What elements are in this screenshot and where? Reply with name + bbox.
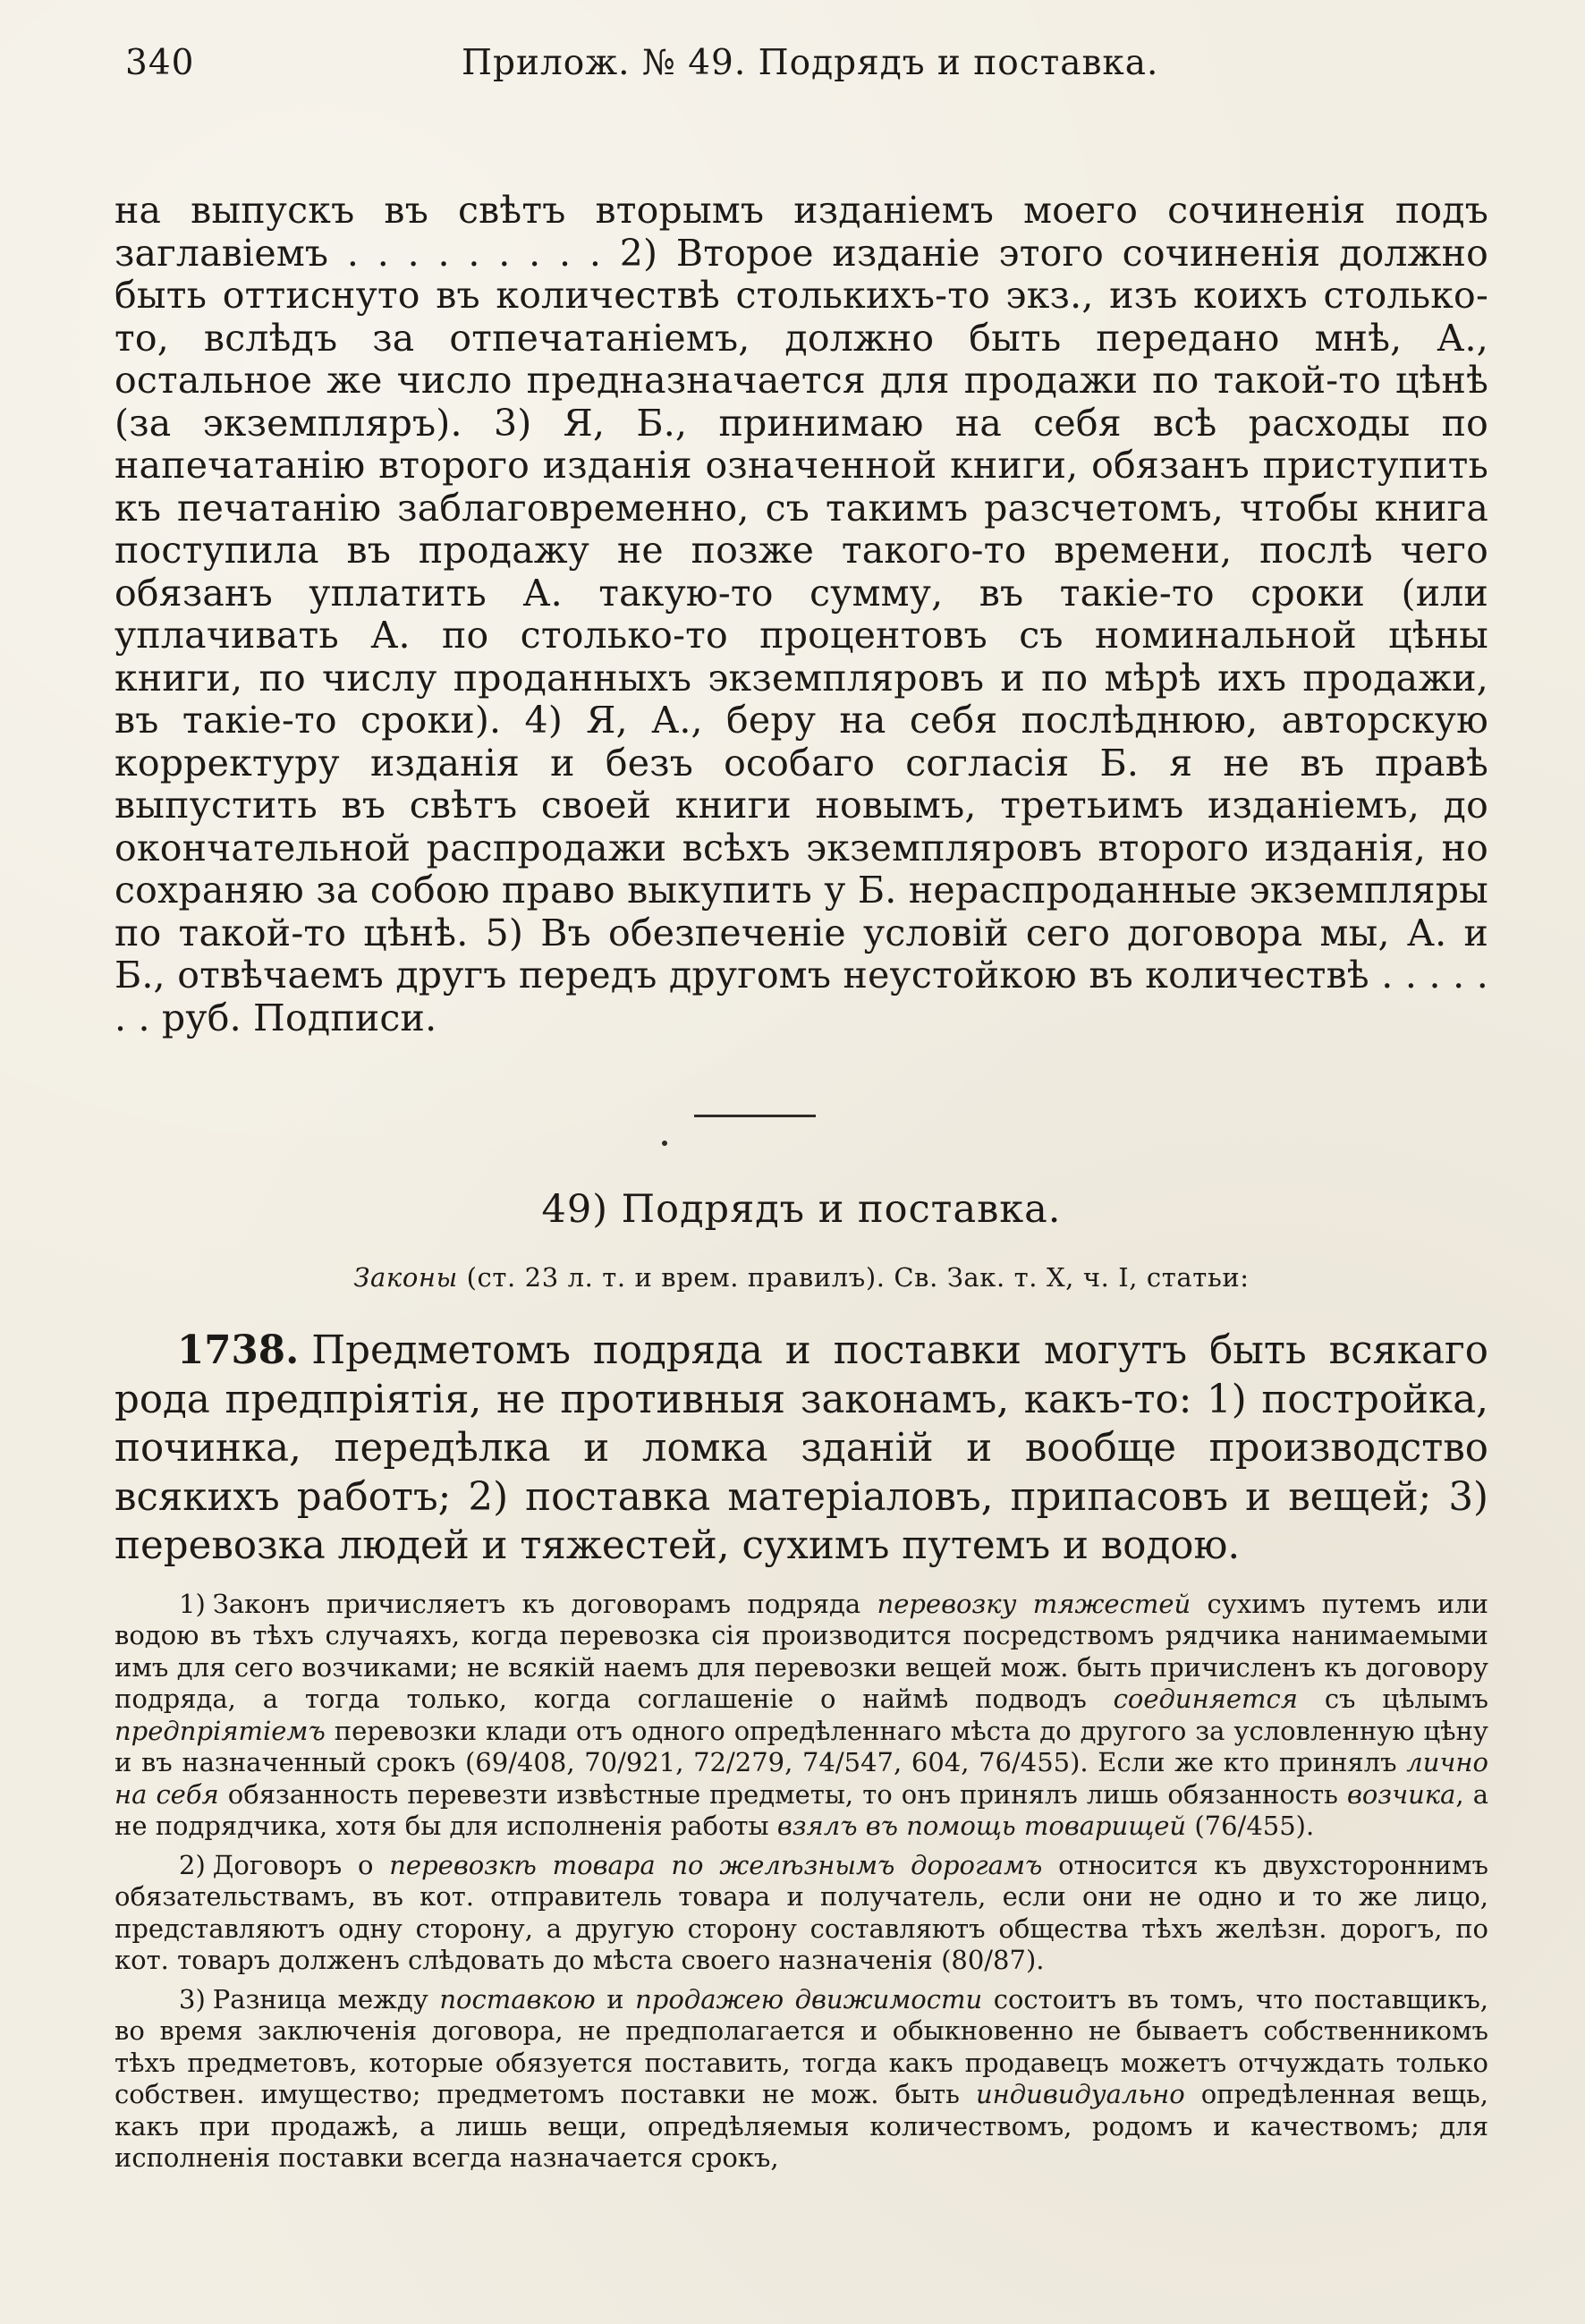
footnote-text: относится къ двухстороннимъ обязательствамъ, въ кот. отправитель товара и получатель, если они не одно и то же лицо, представляютъ одну сторону, а другую сторону составляютъ общества тѣхъ желѣзн. дорогъ, по кот. товаръ долженъ слѣдовать до мѣста своего назначенія (80/87). bbox=[114, 1849, 1488, 1975]
article-1738 bbox=[114, 1327, 1488, 1571]
footnote-text: Разница между bbox=[212, 1983, 440, 2014]
footnote-emphasis: взялъ въ помощь товарищей bbox=[776, 1811, 1187, 1841]
laws-citation: (ст. 23 л. т. и врем. правилъ). Св. Зак. т. X, ч. I, статьи: bbox=[466, 1262, 1250, 1293]
footnote-text: сухимъ путемъ или водою въ тѣхъ случаяхъ, когда перевозка сія производится посредствомъ рядчика нанимаемыми имъ для сего возчиками; не всякій наемъ для перевозки вещей мож. быть причисленъ къ договору подряда, а тогда только, когда соглашеніе о наймѣ подводъ bbox=[114, 1588, 1488, 1714]
footnote bbox=[114, 1984, 1488, 2175]
article-text: Предметомъ подряда и поставки могутъ быть всякаго рода предпріятія, не противныя законамъ, какъ-то: 1) постройка, починка, передѣлка и ломка зданій и вообще производство всякихъ работъ; 2) поставка матеріаловъ, припасовъ и вещей; 3) перевозка людей и тяжестей, сухимъ путемъ и водою. bbox=[114, 1328, 1488, 1568]
footnote-emphasis: поставкою bbox=[439, 1983, 596, 2014]
footnote-number: 2) bbox=[179, 1849, 206, 1880]
top-paragraph: на выпускъ въ свѣтъ вторымъ изданіемъ моего сочиненія подъ заглавіемъ . . . . . . . . . 2) Второе изданіе этого сочиненія должно быть оттиснуто въ количествѣ столькихъ-то экз., изъ коихъ столько-то, вслѣдъ за отпечатаніемъ, должно быть передано мнѣ, А., остальное же число предназначается для продажи по такой-то цѣнѣ (за экземпляръ). 3) Я, Б., принимаю на себя всѣ расходы по напечатанію второго изданія означенной книги, обязанъ приступить къ печатанію заблаговременно, съ такимъ разсчетомъ, чтобы книга поступила въ продажу не позже такого-то времени, послѣ чего обязанъ уплатить А. такую-то сумму, въ такіе-то сроки (или уплачивать А. по столько-то процентовъ съ номинальной цѣны книги, по числу проданныхъ экземпляровъ и по мѣрѣ ихъ продажи, въ такіе-то сроки). 4) Я, А., беру на себя послѣднюю, авторскую корректуру изданія и безъ особаго согласія Б. я не въ правѣ выпустить въ свѣтъ своей книги новымъ, третьимъ изданіемъ, до окончательной распродажи всѣхъ экземпляровъ второго изданія, но сохраняю за собою право выкупить у Б. нераспроданные экземпляры по такой-то цѣнѣ. 5) Въ обезпеченіе условій сего договора мы, А. и Б., отвѣчаемъ другъ передъ другомъ неустойкою въ количествѣ . . . . . . . руб. Подписи. bbox=[114, 189, 1488, 1039]
footnote-text: обязанность перевезти извѣстные предметы, то онъ принялъ лишь обязанность bbox=[218, 1778, 1347, 1810]
section-divider bbox=[694, 1115, 816, 1117]
footnote-emphasis: лично на себя bbox=[114, 1747, 1488, 1810]
footnote-text: Договоръ о bbox=[212, 1849, 390, 1880]
footnote-number: 1) bbox=[179, 1588, 206, 1619]
footnote-emphasis: продажею движимости bbox=[635, 1983, 983, 2014]
footnote-text: и bbox=[595, 1983, 636, 2014]
footnote-emphasis: перевозкѣ товара по желѣзнымъ дорогамъ bbox=[389, 1849, 1043, 1880]
footnote-text: съ цѣлымъ bbox=[1297, 1684, 1488, 1714]
laws-reference bbox=[114, 1262, 1488, 1293]
footnote-text: (76/455). bbox=[1186, 1811, 1315, 1841]
running-header bbox=[114, 43, 1488, 107]
footnote bbox=[114, 1850, 1488, 1977]
footnote-emphasis: соединяется bbox=[1113, 1684, 1298, 1714]
article-number: 1738. bbox=[177, 1327, 300, 1373]
divider-dot bbox=[662, 1141, 667, 1146]
footnote-number: 3) bbox=[179, 1983, 206, 2014]
footnote-text: , а не подрядчика, хотя бы для исполненія работы bbox=[114, 1778, 1488, 1841]
footnote-emphasis: перевозку тяжестей bbox=[877, 1588, 1191, 1619]
footnote-text: состоитъ въ томъ, что поставщикъ, во время заключенія договора, не предполагается и обыкновенно не бываетъ собственникомъ тѣхъ предметовъ, которые обязуется поставить, тогда какъ продавецъ можетъ отчуждать только собствен. имущество; предметомъ поставки не мож. быть bbox=[114, 1983, 1489, 2109]
running-title: Прилож. № 49. Подрядъ и поставка. bbox=[462, 43, 1159, 83]
page-number: 340 bbox=[125, 43, 195, 83]
footnote-text: перевозки клади отъ одного опредѣленнаго мѣста до другого за условленную цѣну и въ назначенный срокъ (69/408, 70/921, 72/279, 74/547, 604, 76/455). Если же кто принялъ bbox=[114, 1715, 1488, 1777]
footnote bbox=[114, 1589, 1488, 1843]
footnote-text: Законъ причисляетъ къ договорамъ подряда bbox=[212, 1588, 877, 1619]
section-title: 49) Подрядъ и поставка. bbox=[541, 1187, 1062, 1232]
footnotes bbox=[114, 1589, 1488, 2175]
laws-label: Законы bbox=[353, 1262, 458, 1293]
footnote-emphasis: предпріятіемъ bbox=[114, 1715, 326, 1746]
footnote-emphasis: индивидуально bbox=[976, 2079, 1185, 2109]
footnote-text: опредѣленная вещь, какъ при продажѣ, а лишь вещи, опредѣляемыя количествомъ, родомъ и качествомъ; для исполненія поставки всегда назначается срокъ, bbox=[114, 2079, 1488, 2173]
footnote-emphasis: возчика bbox=[1346, 1778, 1456, 1810]
